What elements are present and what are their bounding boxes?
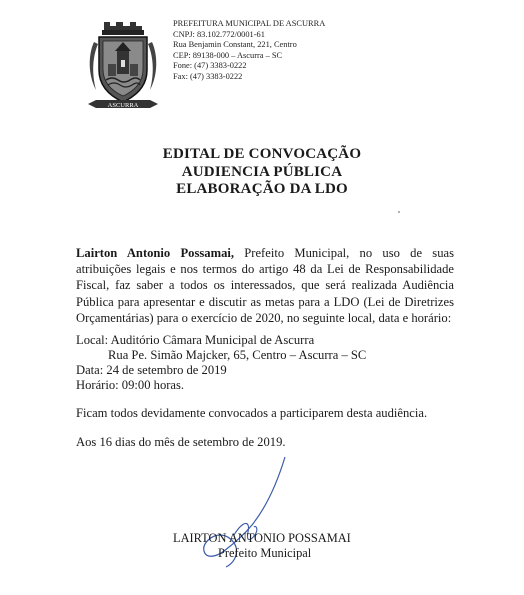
org-fax: Fax: (47) 3383-0222	[173, 71, 243, 81]
title-line-1: EDITAL DE CONVOCAÇÃO	[162, 146, 362, 162]
org-cep: CEP: 89138-000 – Ascurra – SC	[173, 50, 283, 60]
body-paragraph	[76, 245, 454, 326]
signatory-name: LAIRTON ANTONIO POSSAMAI	[173, 531, 351, 545]
crest-banner-text: ASCURRA	[107, 102, 139, 109]
org-name: PREFEITURA MUNICIPAL DE ASCURRA	[173, 19, 326, 28]
detail-time: Horário: 09:00 horas.	[76, 378, 185, 392]
dateline: Aos 16 dias do mês de setembro de 2019.	[76, 435, 286, 449]
cnpj: CNPJ: 83.102.772/0001-61	[173, 29, 265, 39]
detail-local: Local: Auditório Câmara Municipal de Ascurra	[76, 333, 315, 347]
document-title	[0, 146, 524, 199]
body-text: Prefeito Municipal, no uso de suas atribuições legais e nos termos do artigo 48 da Lei de Responsabilidade Fiscal, faz saber a todos os interessados, que será realizada Audiência Pública para apresentar e discutir as metas para a LDO (Lei de Diretrizes Orçamentárias) para o exercício de 2020, no seguinte local, data e horário:	[76, 246, 454, 325]
speck	[398, 211, 400, 213]
detail-address: Rua Pe. Simão Majcker, 65, Centro – Ascurra – SC	[108, 348, 367, 362]
mayor-name: Lairton Antonio Possamai,	[76, 246, 235, 260]
org-phone: Fone: (47) 3383-0222	[173, 61, 247, 71]
coat-of-arms-icon	[86, 20, 160, 114]
letterhead-info	[173, 19, 325, 83]
title-line-3: ELABORAÇÃO DA LDO	[176, 181, 348, 197]
org-address: Rua Benjamin Constant, 221, Centro	[173, 40, 297, 50]
signatory-role: Prefeito Municipal	[218, 546, 312, 560]
detail-date: Data: 24 de setembro de 2019	[76, 363, 227, 377]
invitation-text: Ficam todos devidamente convocados a participarem desta audiência.	[76, 406, 428, 420]
title-line-2: AUDIENCIA PÚBLICA	[181, 163, 343, 180]
